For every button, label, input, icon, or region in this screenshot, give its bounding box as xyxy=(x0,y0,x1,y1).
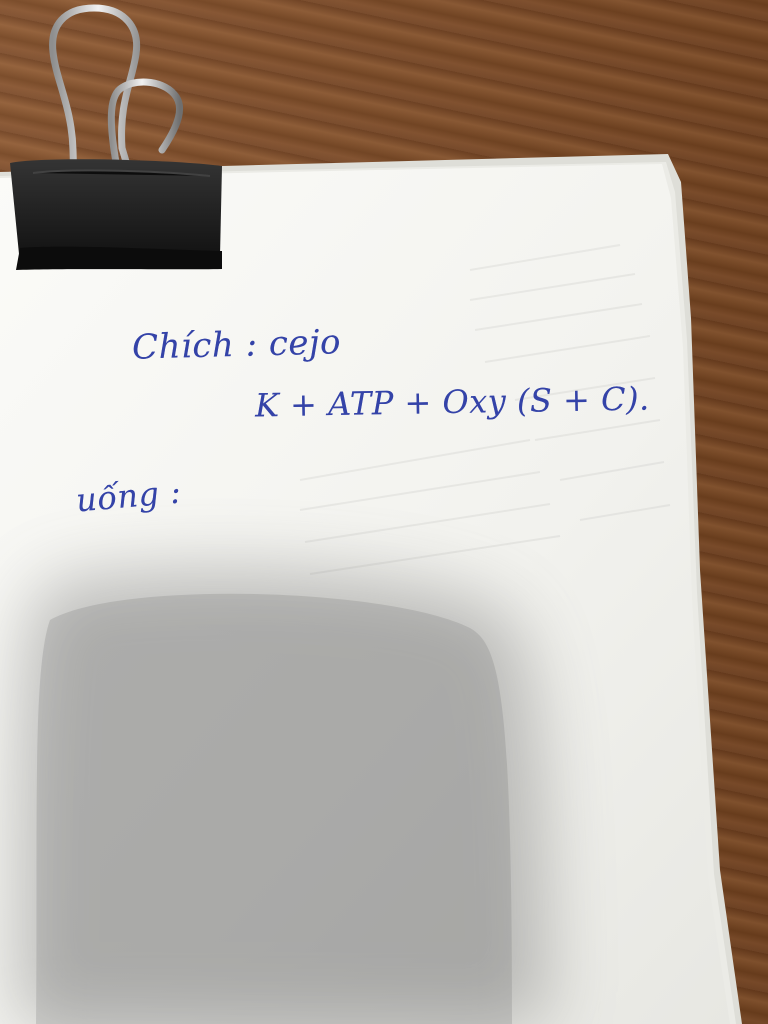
handwritten-line-injection: Chích : cejo xyxy=(131,322,342,368)
paper-surface xyxy=(0,164,730,1024)
handwritten-line-ingredients: K + ATP + Oxy (S + C). xyxy=(254,379,650,425)
photo-accessory-label xyxy=(0,0,1,1)
photo-background-label xyxy=(0,0,1,1)
handwritten-line-drink: uống : xyxy=(74,472,183,520)
clip-lip xyxy=(16,247,222,270)
binder-clip-icon xyxy=(8,0,238,285)
photo-subject-label xyxy=(0,0,1,1)
